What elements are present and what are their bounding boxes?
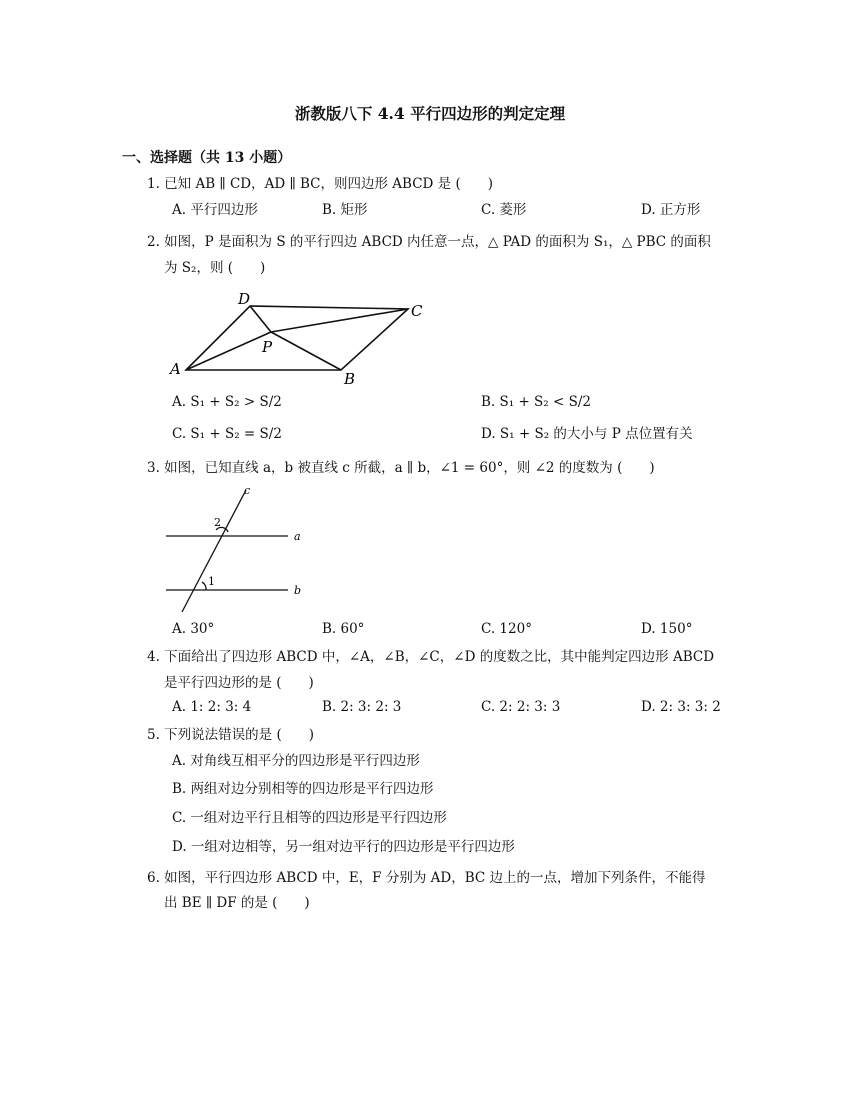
label-angle-1: 1 [208, 575, 215, 588]
question-5-option-a: A. 对角线互相平分的四边形是平行四边形 [172, 753, 420, 769]
question-2-option-a: A. S₁ + S₂ > S/2 [172, 394, 282, 410]
question-5-option-c: C. 一组对边平行且相等的四边形是平行四边形 [172, 810, 447, 826]
question-6-stem-line-2: 出 BE ∥ DF 的是 ( ) [164, 895, 310, 911]
question-3-option-c: C. 120° [481, 621, 532, 637]
line-c [182, 490, 246, 612]
label-c: C [411, 302, 423, 320]
question-5-option-d: D. 一组对边相等，另一组对边平行的四边形是平行四边形 [172, 839, 515, 855]
segment-pb [271, 332, 341, 370]
label-a-line: a [294, 530, 301, 543]
angle-1-arc [202, 582, 206, 590]
question-1-option-c: C. 菱形 [481, 202, 527, 218]
question-4-stem-line-1: 4. 下面给出了四边形 ABCD 中，∠A，∠B，∠C，∠D 的度数之比，其中能判定四边形 ABCD [147, 649, 715, 665]
question-1-option-b: B. 矩形 [322, 202, 368, 218]
question-2-stem-line-2: 为 S₂，则 ( ) [164, 260, 266, 276]
question-5-stem: 5. 下列说法错误的是 ( ) [147, 727, 314, 743]
section-heading: 一、选择题（共 13 小题） [122, 150, 292, 166]
question-2-option-b: B. S₁ + S₂ < S/2 [481, 394, 591, 410]
question-1-option-a: A. 平行四边形 [172, 202, 258, 218]
parallelogram-abcd [186, 306, 408, 370]
label-p: P [262, 338, 273, 356]
question-1-stem: 1. 已知 AB ∥ CD，AD ∥ BC，则四边形 ABCD 是 ( ) [147, 176, 493, 192]
label-a: A [170, 360, 181, 378]
label-c-line: c [244, 484, 251, 497]
question-4-option-d: D. 2: 3: 3: 2 [641, 699, 721, 715]
question-1-option-d: D. 正方形 [641, 202, 701, 218]
label-b-line: b [294, 584, 302, 597]
question-5-option-b: B. 两组对边分别相等的四边形是平行四边形 [172, 781, 434, 797]
label-angle-2: 2 [214, 516, 221, 529]
question-4-stem-line-2: 是平行四边形的是 ( ) [164, 675, 314, 691]
question-2-stem-line-1: 2. 如图，P 是面积为 S 的平行四边 ABCD 内任意一点，△ PAD 的面积为 S₁，△ PBC 的面积 [147, 234, 711, 250]
segment-pa [186, 332, 271, 370]
question-2-option-c: C. S₁ + S₂ = S/2 [172, 426, 282, 442]
question-4-option-b: B. 2: 3: 2: 3 [322, 699, 402, 715]
question-3-option-a: A. 30° [172, 621, 215, 637]
question-2-option-d: D. S₁ + S₂ 的大小与 P 点位置有关 [481, 426, 693, 442]
question-6-stem-line-1: 6. 如图，平行四边形 ABCD 中，E，F 分别为 AD，BC 边上的一点，增加下列条件，不能得 [147, 870, 706, 886]
parallel-lines-figure [160, 484, 310, 614]
question-4-option-c: C. 2: 2: 3: 3 [481, 699, 561, 715]
question-3-stem: 3. 如图，已知直线 a，b 被直线 c 所截，a ∥ b，∠1 = 60°，则 ∠2 的度数为 ( ) [147, 460, 655, 476]
page-title: 浙教版八下 4.4 平行四边形的判定定理 [294, 104, 566, 123]
label-d: D [238, 290, 251, 308]
parallelogram-figure [168, 288, 438, 388]
segment-pd [250, 306, 271, 332]
label-b: B [344, 370, 356, 388]
question-3-option-d: D. 150° [641, 621, 693, 637]
question-3-option-b: B. 60° [322, 621, 365, 637]
question-4-option-a: A. 1: 2: 3: 4 [172, 699, 252, 715]
